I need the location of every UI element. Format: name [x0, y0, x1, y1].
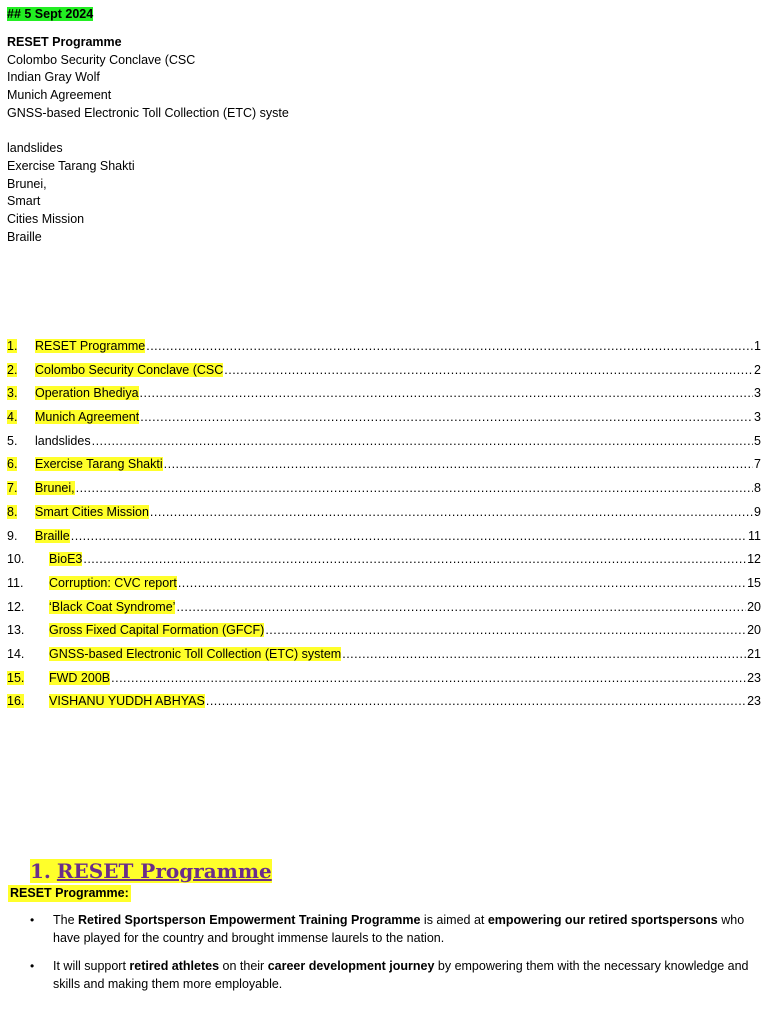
toc-dot-leader: [178, 574, 746, 592]
toc-entry[interactable]: [7, 337, 761, 361]
toc-entry-number: 8.: [7, 504, 18, 519]
bullet-dot-icon: •: [30, 913, 35, 927]
topic-list-item: Braille: [7, 229, 42, 244]
section-bullets: [30, 912, 754, 1004]
toc-entry[interactable]: [7, 669, 761, 693]
toc-entry-page: 23: [747, 694, 761, 709]
toc-entry[interactable]: [7, 361, 761, 385]
toc-entry-title[interactable]: RESET Programme: [35, 339, 146, 353]
topic-list: [7, 34, 289, 246]
section-bullet: [30, 958, 754, 993]
toc-entry-title[interactable]: Exercise Tarang Shakti: [35, 457, 163, 472]
toc-entry-title[interactable]: Operation Bhediya: [35, 386, 139, 401]
toc-entry-number: 10.: [7, 552, 25, 567]
bullet-text-segment: career development journey: [267, 959, 435, 973]
toc-entry-title[interactable]: Smart Cities Mission: [35, 504, 149, 519]
toc-entry-number: 5.: [7, 433, 18, 448]
topic-list-item: Colombo Security Conclave (CSC: [7, 52, 196, 67]
toc-dot-leader: [111, 669, 746, 687]
topic-list-item: Munich Agreement: [7, 88, 112, 103]
toc-dot-leader: [150, 503, 753, 521]
toc-entry-title[interactable]: Gross Fixed Capital Formation (GFCF): [49, 623, 265, 638]
topic-list-item: RESET Programme: [7, 35, 122, 49]
topic-list-item: GNSS-based Electronic Toll Collection (ETC) syste: [7, 105, 289, 120]
toc-dot-leader: [76, 479, 753, 497]
toc-entry[interactable]: [7, 432, 761, 456]
toc-dot-leader: [140, 408, 753, 426]
toc-entry[interactable]: [7, 645, 761, 669]
toc-entry-number: 9.: [7, 528, 18, 543]
toc-entry-title[interactable]: BioE3: [49, 552, 83, 567]
toc-entry-title[interactable]: FWD 200B: [49, 670, 111, 685]
toc-entry-number: 13.: [7, 623, 25, 638]
toc-entry[interactable]: [7, 527, 761, 551]
section-title: RESET Programme: [56, 859, 272, 883]
toc-entry[interactable]: [7, 455, 761, 479]
toc-dot-leader: [83, 550, 746, 568]
toc-dot-leader: [265, 621, 746, 639]
toc-entry-page: 11: [748, 528, 761, 543]
toc-dot-leader: [71, 527, 747, 545]
topic-list-item: Cities Mission: [7, 211, 85, 226]
bullet-text-segment: The: [53, 913, 79, 927]
topic-list-item: landslides: [7, 141, 63, 156]
toc-entry[interactable]: [7, 692, 761, 716]
topic-list-item: Indian Gray Wolf: [7, 70, 100, 85]
bullet-text-segment: on their: [219, 959, 268, 973]
toc-entry-number: 16.: [7, 694, 25, 709]
toc-entry-number: 6.: [7, 457, 18, 472]
topic-list-item: [7, 122, 289, 140]
toc-entry-title[interactable]: Colombo Security Conclave (CSC: [35, 362, 224, 377]
toc-entry-page: 1: [754, 339, 761, 353]
toc-entry-page: 21: [747, 646, 761, 661]
toc-entry-number: 11.: [7, 575, 24, 590]
toc-entry-number: 15.: [7, 670, 25, 685]
bullet-text-segment: retired athletes: [129, 959, 220, 973]
toc-entry-title[interactable]: GNSS-based Electronic Toll Collection (ETC) system: [49, 646, 342, 661]
toc-entry[interactable]: [7, 621, 761, 645]
toc-dot-leader: [146, 337, 753, 355]
toc-entry[interactable]: [7, 598, 761, 622]
toc-entry-page: 15: [747, 575, 761, 590]
topic-list-item: Exercise Tarang Shakti: [7, 158, 135, 173]
bullet-dot-icon: •: [30, 959, 35, 973]
toc-dot-leader: [342, 645, 746, 663]
bullet-text-segment: by empowering them with the necessary knowledge and skills and making them more employable.: [53, 959, 749, 991]
toc-entry-title[interactable]: Munich Agreement: [35, 410, 140, 425]
toc-entry-title[interactable]: VISHANU YUDDH ABHYAS: [49, 694, 205, 709]
section-sub-heading: RESET Programme:: [10, 886, 129, 900]
section-bullet: [30, 912, 754, 947]
toc-entry-number: 12.: [7, 599, 25, 614]
topic-list-item: Smart: [7, 194, 41, 209]
toc-entry-page: 3: [754, 386, 761, 401]
toc-entry-number: 4.: [7, 410, 18, 425]
toc-entry-title[interactable]: Corruption: CVC report: [49, 575, 177, 590]
toc-entry-number: 7.: [7, 481, 18, 496]
toc-entry-page: 5: [754, 433, 761, 448]
toc-entry-page: 3: [754, 410, 761, 425]
bullet-text-segment: It will support: [53, 959, 130, 973]
toc-entry-page: 20: [747, 599, 761, 614]
toc-entry-number: 2.: [7, 362, 18, 377]
date-heading-text: ## 5 Sept 2024: [7, 7, 94, 21]
topic-list-item: Brunei,: [7, 176, 47, 191]
toc-entry-page: 7: [754, 457, 761, 472]
toc-dot-leader: [176, 598, 746, 616]
toc-entry-number: 14.: [7, 646, 25, 661]
bullet-text-segment: who have played for the country and brought immense laurels to the nation.: [53, 913, 745, 945]
toc-entry-page: 23: [747, 670, 761, 685]
section-number: 1.: [30, 859, 51, 883]
toc-dot-leader: [92, 432, 753, 450]
toc-dot-leader: [224, 361, 753, 379]
toc-entry[interactable]: [7, 384, 761, 408]
toc-entry[interactable]: [7, 574, 761, 598]
toc-entry-page: 20: [747, 623, 761, 638]
toc-dot-leader: [140, 384, 754, 402]
toc-entry-number: 3.: [7, 386, 18, 401]
section-heading: [30, 857, 272, 885]
toc-entry-title[interactable]: ‘Black Coat Syndrome’: [49, 599, 176, 614]
toc-entry-page: 9: [754, 504, 761, 519]
bullet-text-segment: empowering our retired sportspersons: [487, 913, 718, 927]
bullet-text-segment: is aimed at: [420, 913, 488, 927]
date-heading: [7, 6, 93, 23]
toc-entry-title[interactable]: Braille: [35, 528, 70, 543]
toc-dot-leader: [164, 455, 753, 473]
toc-entry[interactable]: [7, 479, 761, 503]
toc-entry[interactable]: [7, 408, 761, 432]
toc-entry-page: 2: [754, 362, 761, 377]
toc-entry-page: 12: [747, 552, 761, 567]
toc-entry-title[interactable]: landslides: [35, 433, 91, 448]
toc-entry-title[interactable]: Brunei,: [35, 481, 75, 496]
toc-entry-page: 8: [754, 481, 761, 496]
toc-entry[interactable]: [7, 550, 761, 574]
table-of-contents: [7, 337, 761, 716]
bullet-text-segment: Retired Sportsperson Empowerment Training Programme: [78, 913, 421, 927]
toc-dot-leader: [206, 692, 746, 710]
toc-entry-number: 1.: [7, 339, 18, 353]
toc-entry[interactable]: [7, 503, 761, 527]
